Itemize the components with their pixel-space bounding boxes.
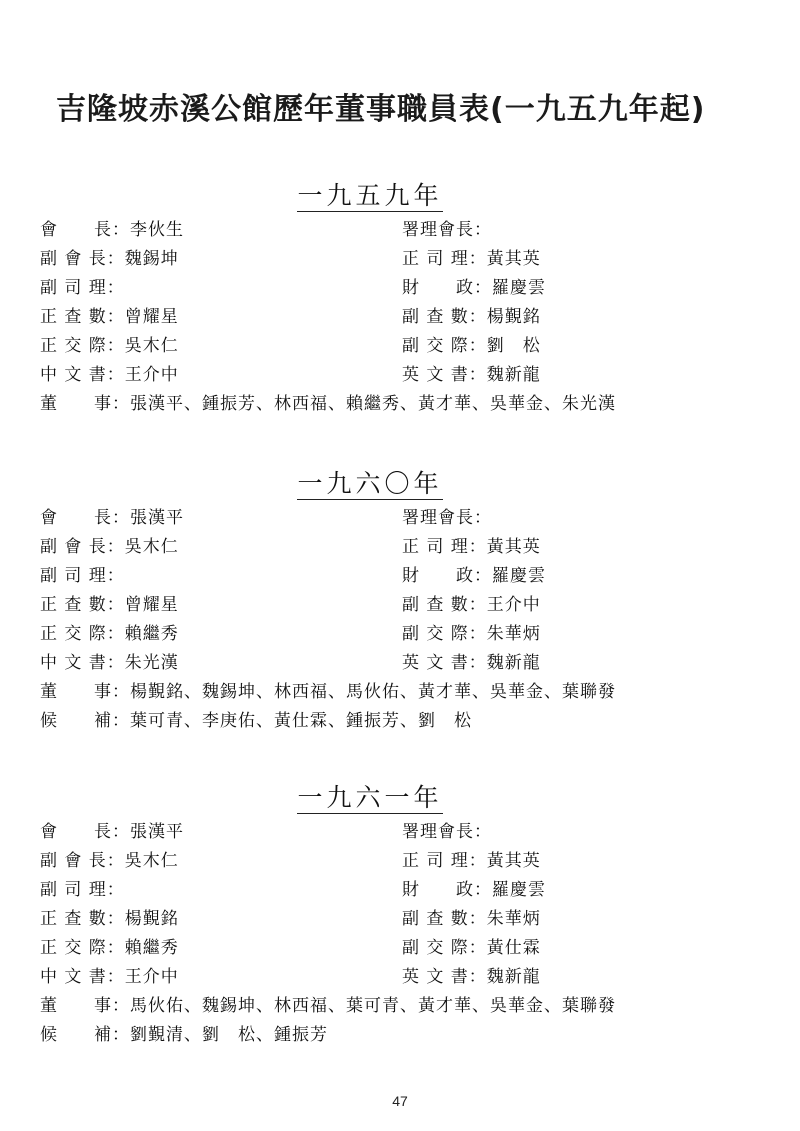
officer-row [40,649,760,677]
officer-row [40,818,760,846]
officer-entry-right: 正 司 理：黃其英 [402,537,541,557]
officer-entry-left: 正 交 際：賴繼秀 [40,938,179,958]
directors-row [40,678,760,706]
page-number: 47 [392,1093,408,1109]
officer-row [40,620,760,648]
officer-row [40,533,760,561]
officer-row [40,562,760,590]
officer-entry-right: 財 政：羅慶雲 [402,880,546,900]
officer-entry-right: 副 查 數：朱華炳 [402,909,541,929]
officer-entry-right: 英 文 書：魏新龍 [402,365,541,385]
year-heading [0,464,740,500]
directors-list: 董 事：馬伙佑、魏錫坤、林西福、葉可青、黃才華、吳華金、葉聯發 [40,996,616,1016]
officer-entry-left: 正 交 際：賴繼秀 [40,624,179,644]
officer-entry-right: 財 政：羅慶雲 [402,566,546,586]
officer-entry-left: 副 會 長：吳木仁 [40,537,179,557]
directors-list: 董 事：楊覲銘、魏錫坤、林西福、馬伙佑、黃才華、吳華金、葉聯發 [40,682,616,702]
directors-row [40,390,760,418]
officer-entry-right: 副 查 數：楊覲銘 [402,307,541,327]
officer-entry-left: 會 長：李伙生 [40,220,184,240]
officer-entry-right: 副 查 數：王介中 [402,595,541,615]
year-heading-text: 一九六一年 [297,783,443,812]
officer-entry-right: 署理會長： [402,822,492,842]
officer-entry-right: 財 政：羅慶雲 [402,278,546,298]
officer-entry-right: 副 交 際：劉 松 [402,336,541,356]
officer-entry-left: 會 長：張漢平 [40,508,184,528]
officer-entry-left: 中 文 書：王介中 [40,967,179,987]
officer-entry-right: 正 司 理：黃其英 [402,851,541,871]
officer-row [40,216,760,244]
officer-row [40,303,760,331]
officer-entry-left: 副 司 理： [40,278,125,298]
officer-row [40,963,760,991]
officer-entry-left: 中 文 書：王介中 [40,365,179,385]
officer-entry-right: 英 文 書：魏新龍 [402,653,541,673]
year-heading [0,176,740,212]
officer-entry-right: 署理會長： [402,508,492,528]
officer-entry-left: 正 交 際：吳木仁 [40,336,179,356]
officer-entry-left: 正 查 數：楊覲銘 [40,909,179,929]
officer-row [40,934,760,962]
officer-entry-left: 會 長：張漢平 [40,822,184,842]
officer-row [40,245,760,273]
officer-row [40,361,760,389]
year-heading-text: 一九五九年 [297,181,443,210]
officer-entry-right: 署理會長： [402,220,492,240]
officer-entry-left: 正 查 數：曾耀星 [40,307,179,327]
year-heading [0,778,740,814]
alternates-row [40,707,760,735]
directors-row [40,992,760,1020]
officer-row [40,876,760,904]
officer-entry-left: 中 文 書：朱光漢 [40,653,179,673]
alternates-list: 候 補：劉覲清、劉 松、鍾振芳 [40,1025,328,1045]
alternates-list: 候 補：葉可青、李庚佑、黃仕霖、鍾振芳、劉 松 [40,711,472,731]
officer-row [40,504,760,532]
officer-entry-right: 正 司 理：黃其英 [402,249,541,269]
year-heading-text: 一九六〇年 [297,469,443,498]
officer-entry-left: 副 司 理： [40,566,125,586]
officer-entry-left: 副 司 理： [40,880,125,900]
document-title: 吉隆坡赤溪公館歷年董事職員表(一九五九年起) [56,92,706,127]
directors-list: 董 事：張漢平、鍾振芳、林西福、賴繼秀、黃才華、吳華金、朱光漢 [40,394,616,414]
alternates-row [40,1021,760,1049]
officer-entry-left: 副 會 長：魏錫坤 [40,249,179,269]
officer-entry-left: 正 查 數：曾耀星 [40,595,179,615]
officer-entry-right: 副 交 際：黃仕霖 [402,938,541,958]
officer-row [40,332,760,360]
officer-entry-right: 副 交 際：朱華炳 [402,624,541,644]
officer-row [40,274,760,302]
officer-entry-right: 英 文 書：魏新龍 [402,967,541,987]
officer-row [40,847,760,875]
officer-row [40,905,760,933]
officer-entry-left: 副 會 長：吳木仁 [40,851,179,871]
officer-row [40,591,760,619]
